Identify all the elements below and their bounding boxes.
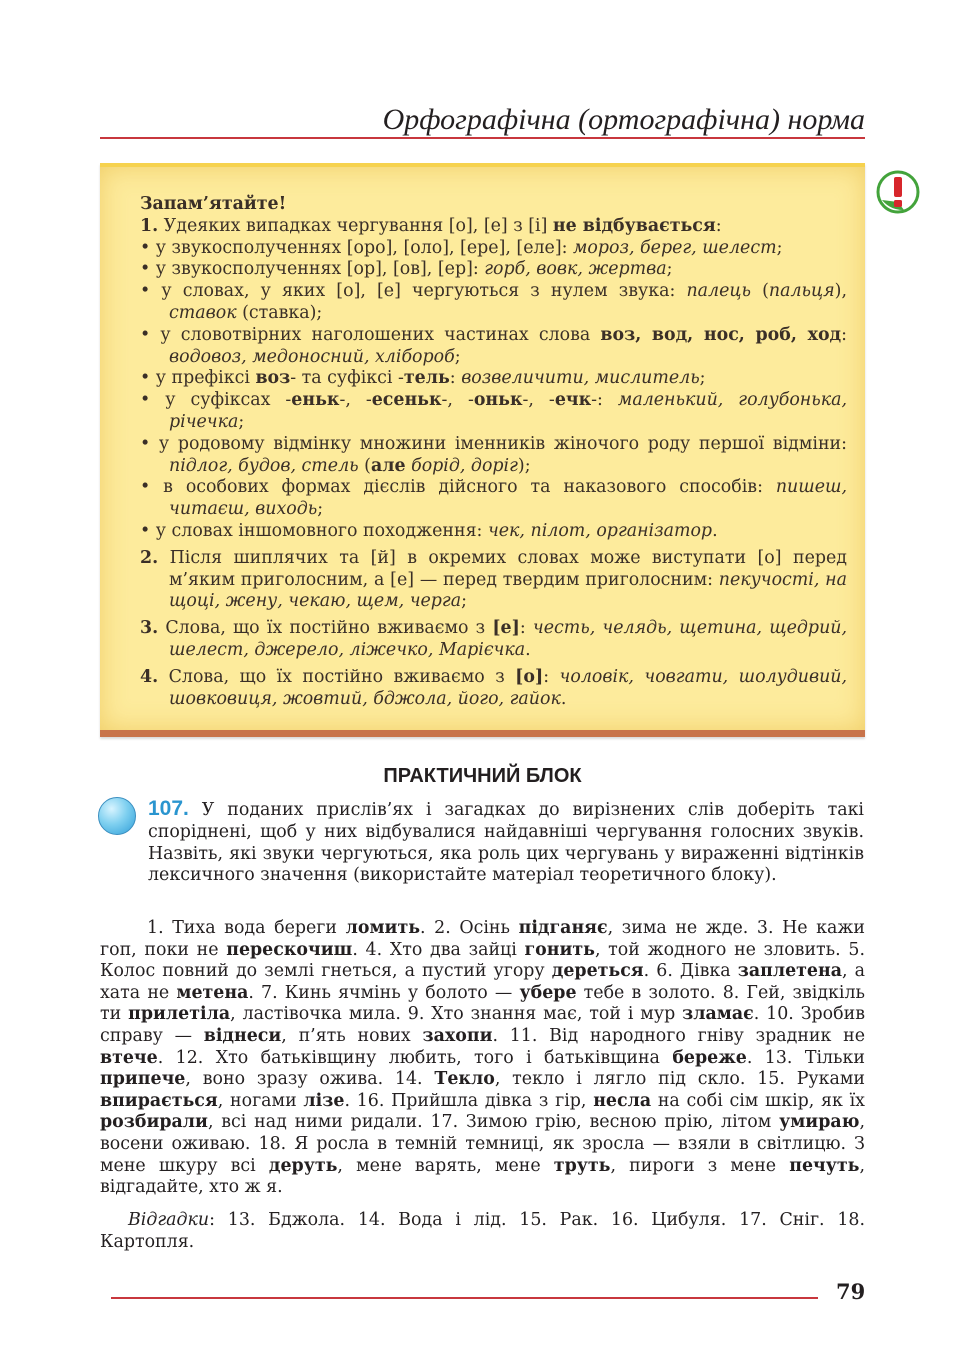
blue-circle-icon xyxy=(98,797,136,835)
highlighted-word: метена xyxy=(176,982,249,1003)
highlighted-word: Текло xyxy=(434,1069,495,1090)
highlighted-word: віднеси xyxy=(203,1025,282,1046)
highlighted-word: прилетіла xyxy=(128,1004,231,1025)
exercise-text-run: . 10. Зробив справу — xyxy=(100,1004,865,1046)
highlighted-word: печуть xyxy=(789,1155,860,1176)
highlighted-word: заплетена xyxy=(737,961,842,982)
exercise-text-run: , восени оживаю. 18. Я росла в темній темниці, як зросла — взяли в світлицю. З мене шкуру всі xyxy=(100,1112,865,1176)
exercise-text-run: . 13. Тільки xyxy=(746,1047,865,1068)
highlighted-word: перескочиш xyxy=(226,939,353,960)
exercise-text-run: , ластівочка мила. 9. Хто знання має, той і мур xyxy=(230,1004,683,1025)
rule-1-bullet: • у словах, у яких [о], [е] чергуються з нулем звука: палець (пальця), ставок (ставка); xyxy=(140,281,847,323)
exercise-text-run: на собі сім шкір, як їх xyxy=(651,1090,865,1111)
answers-label: Відгадки xyxy=(128,1210,210,1230)
exercise-text-run: . 7. Кинь ячмінь у болото — xyxy=(248,982,520,1003)
chapter-title: Орфографічна (ортографічна) норма xyxy=(382,103,865,136)
highlighted-word: деруть xyxy=(268,1155,338,1176)
exclamation-icon xyxy=(876,170,920,214)
exercise-number: 107. xyxy=(148,797,189,820)
rule-1-bullet: • у родовому відмінку множини іменників жіночого роду першої відміни: підлог, будов, стель (але борід, доріг); xyxy=(140,433,847,476)
footer-rule xyxy=(111,1297,818,1299)
highlighted-word: зламає xyxy=(682,1004,754,1025)
exercise-text-run: , зима не жде. 3. Не кажи гоп, поки не xyxy=(100,918,866,960)
highlighted-word: труть xyxy=(553,1155,611,1176)
exercise-text-run: , а хата не xyxy=(100,961,865,1003)
rule-1: 1. Удеяких випадках чергування [о], [е] з [і] не відбувається: xyxy=(140,215,722,236)
exercise-text-run: тебе в золото. 8. Гей, звідкіль ти xyxy=(100,982,866,1025)
exercise-text-run: . 2. Осінь xyxy=(420,918,519,938)
highlighted-word: лізе xyxy=(303,1090,345,1111)
section-title: ПРАКТИЧНИЙ БЛОК xyxy=(383,765,582,787)
exercise-text-run: 1. Тиха вода береги xyxy=(147,918,346,938)
exercise-text-run: , ногами xyxy=(217,1090,304,1111)
rule-1-bullet: • у звукосполученнях [ор], [ов], [ер]: горб, вовк, жертва; xyxy=(140,259,673,280)
exercise-intro xyxy=(148,798,864,887)
highlighted-word: береже xyxy=(672,1047,747,1068)
highlighted-word: захопи xyxy=(422,1025,493,1046)
rule-3: 3. Слова, що їх постійно вживаємо з [е]: честь, челядь, щетина, щедрий, шелест, джерело, ліжечко, Марієчка. xyxy=(140,618,847,660)
highlighted-word: підганяє xyxy=(518,918,608,938)
exercise-text-run: , воно зразу ожива. 14. xyxy=(185,1069,435,1090)
exercise-text xyxy=(100,918,865,1199)
exercise-text-run: . 6. Дівка xyxy=(643,961,738,982)
highlighted-word: несла xyxy=(593,1090,652,1111)
exercise-text-run: . 11. Від народного гніву зрадник не xyxy=(492,1025,865,1046)
exercise-text-run: , текло і лягло під скло. 15. Руками xyxy=(494,1069,865,1090)
page-number: 79 xyxy=(836,1279,866,1304)
rule-2: 2. Після шиплячих та [й] в окремих словах може виступати [о] перед м’яким приголосним, а [е] — перед твердим приголосним: пекучості, на щоці, жену, чекаю, щем, черга; xyxy=(140,547,847,612)
exercise-text-run: , мене варять, мене xyxy=(337,1155,554,1176)
rule-1-bullet: • у словотвірних наголошених частинах слова воз, вод, нос, роб, ход: водовоз, медоносний, хлібороб; xyxy=(140,324,848,367)
exercise-text-run: . 4. Хто два зайці xyxy=(352,939,525,960)
highlighted-word: умираю xyxy=(779,1112,860,1133)
exercise-text-run: , той жодного не зловить. 5. Колос повний до землі гнеться, а пустий угору xyxy=(100,939,865,982)
exercise-text-run: , всі над ними ридали. 17. Зимою грію, весною прію, літом xyxy=(207,1112,780,1133)
rule-1-bullet: • у звукосполученнях [оро], [оло], [ере], [еле]: мороз, берег, шелест; xyxy=(140,237,783,258)
exercise-text-run: . 16. Прийшла дівка з гір, xyxy=(344,1090,594,1111)
exercise-text-run: , відгадайте, хто ж я. xyxy=(100,1155,865,1198)
exercise-task: У поданих прислів’ях і загадках до вирізнених слів доберіть такі споріднені, щоб у них відбувалися найдавніші чергування голосних звуків. Назвіть, які звуки чергуються, яка роль цих чергувань у вираженні відтінків лексичного значення (використайте матеріал теоретичного блоку). xyxy=(148,800,864,886)
answers-text: : 13. Бджола. 14. Вода і лід. 15. Рак. 16. Цибуля. 17. Сніг. 18. Картопля. xyxy=(100,1210,865,1252)
rule-4: 4. Слова, що їх постійно вживаємо з [о]: чоловік, човгати, шолудивий, шовковиця, жовтий, бджола, його, гайок. xyxy=(140,666,848,709)
rule-1-bullet: • у словах іншомовного походження: чек, пілот, організатор. xyxy=(140,520,718,541)
highlighted-word: припече xyxy=(100,1069,186,1090)
highlighted-word: впирається xyxy=(100,1090,218,1111)
rule-1-bullet: • у суфіксах -еньк-, -есеньк-, -оньк-, -ечк-: маленький, голубонька, річечка; xyxy=(140,390,847,432)
highlighted-word: дереться xyxy=(551,961,644,982)
rule-1-bullet: • у префіксі воз- та суфіксі -тель: возвеличити, мислитель; xyxy=(140,368,706,389)
highlighted-word: розбирали xyxy=(100,1112,208,1133)
exercise-answers xyxy=(100,1210,865,1254)
rule-1-bullet: • в особових формах дієслів дійсного та наказового способів: пишеш, читаєш, виходь; xyxy=(140,477,847,520)
exercise-text-run: , пироги з мене xyxy=(610,1155,790,1176)
remember-box xyxy=(100,163,865,737)
highlighted-word: убере xyxy=(519,982,577,1003)
highlighted-word: гонить xyxy=(524,939,595,960)
running-header xyxy=(100,97,865,139)
exercise-text-run: , п’ять нових xyxy=(281,1025,423,1046)
highlighted-word: ломить xyxy=(345,918,421,938)
remember-heading: Запам’ятайте! xyxy=(140,194,287,214)
highlighted-word: втече xyxy=(100,1047,158,1068)
exercise-text-run: . 12. Хто батьківщину любить, того і батьківщина xyxy=(157,1047,673,1068)
